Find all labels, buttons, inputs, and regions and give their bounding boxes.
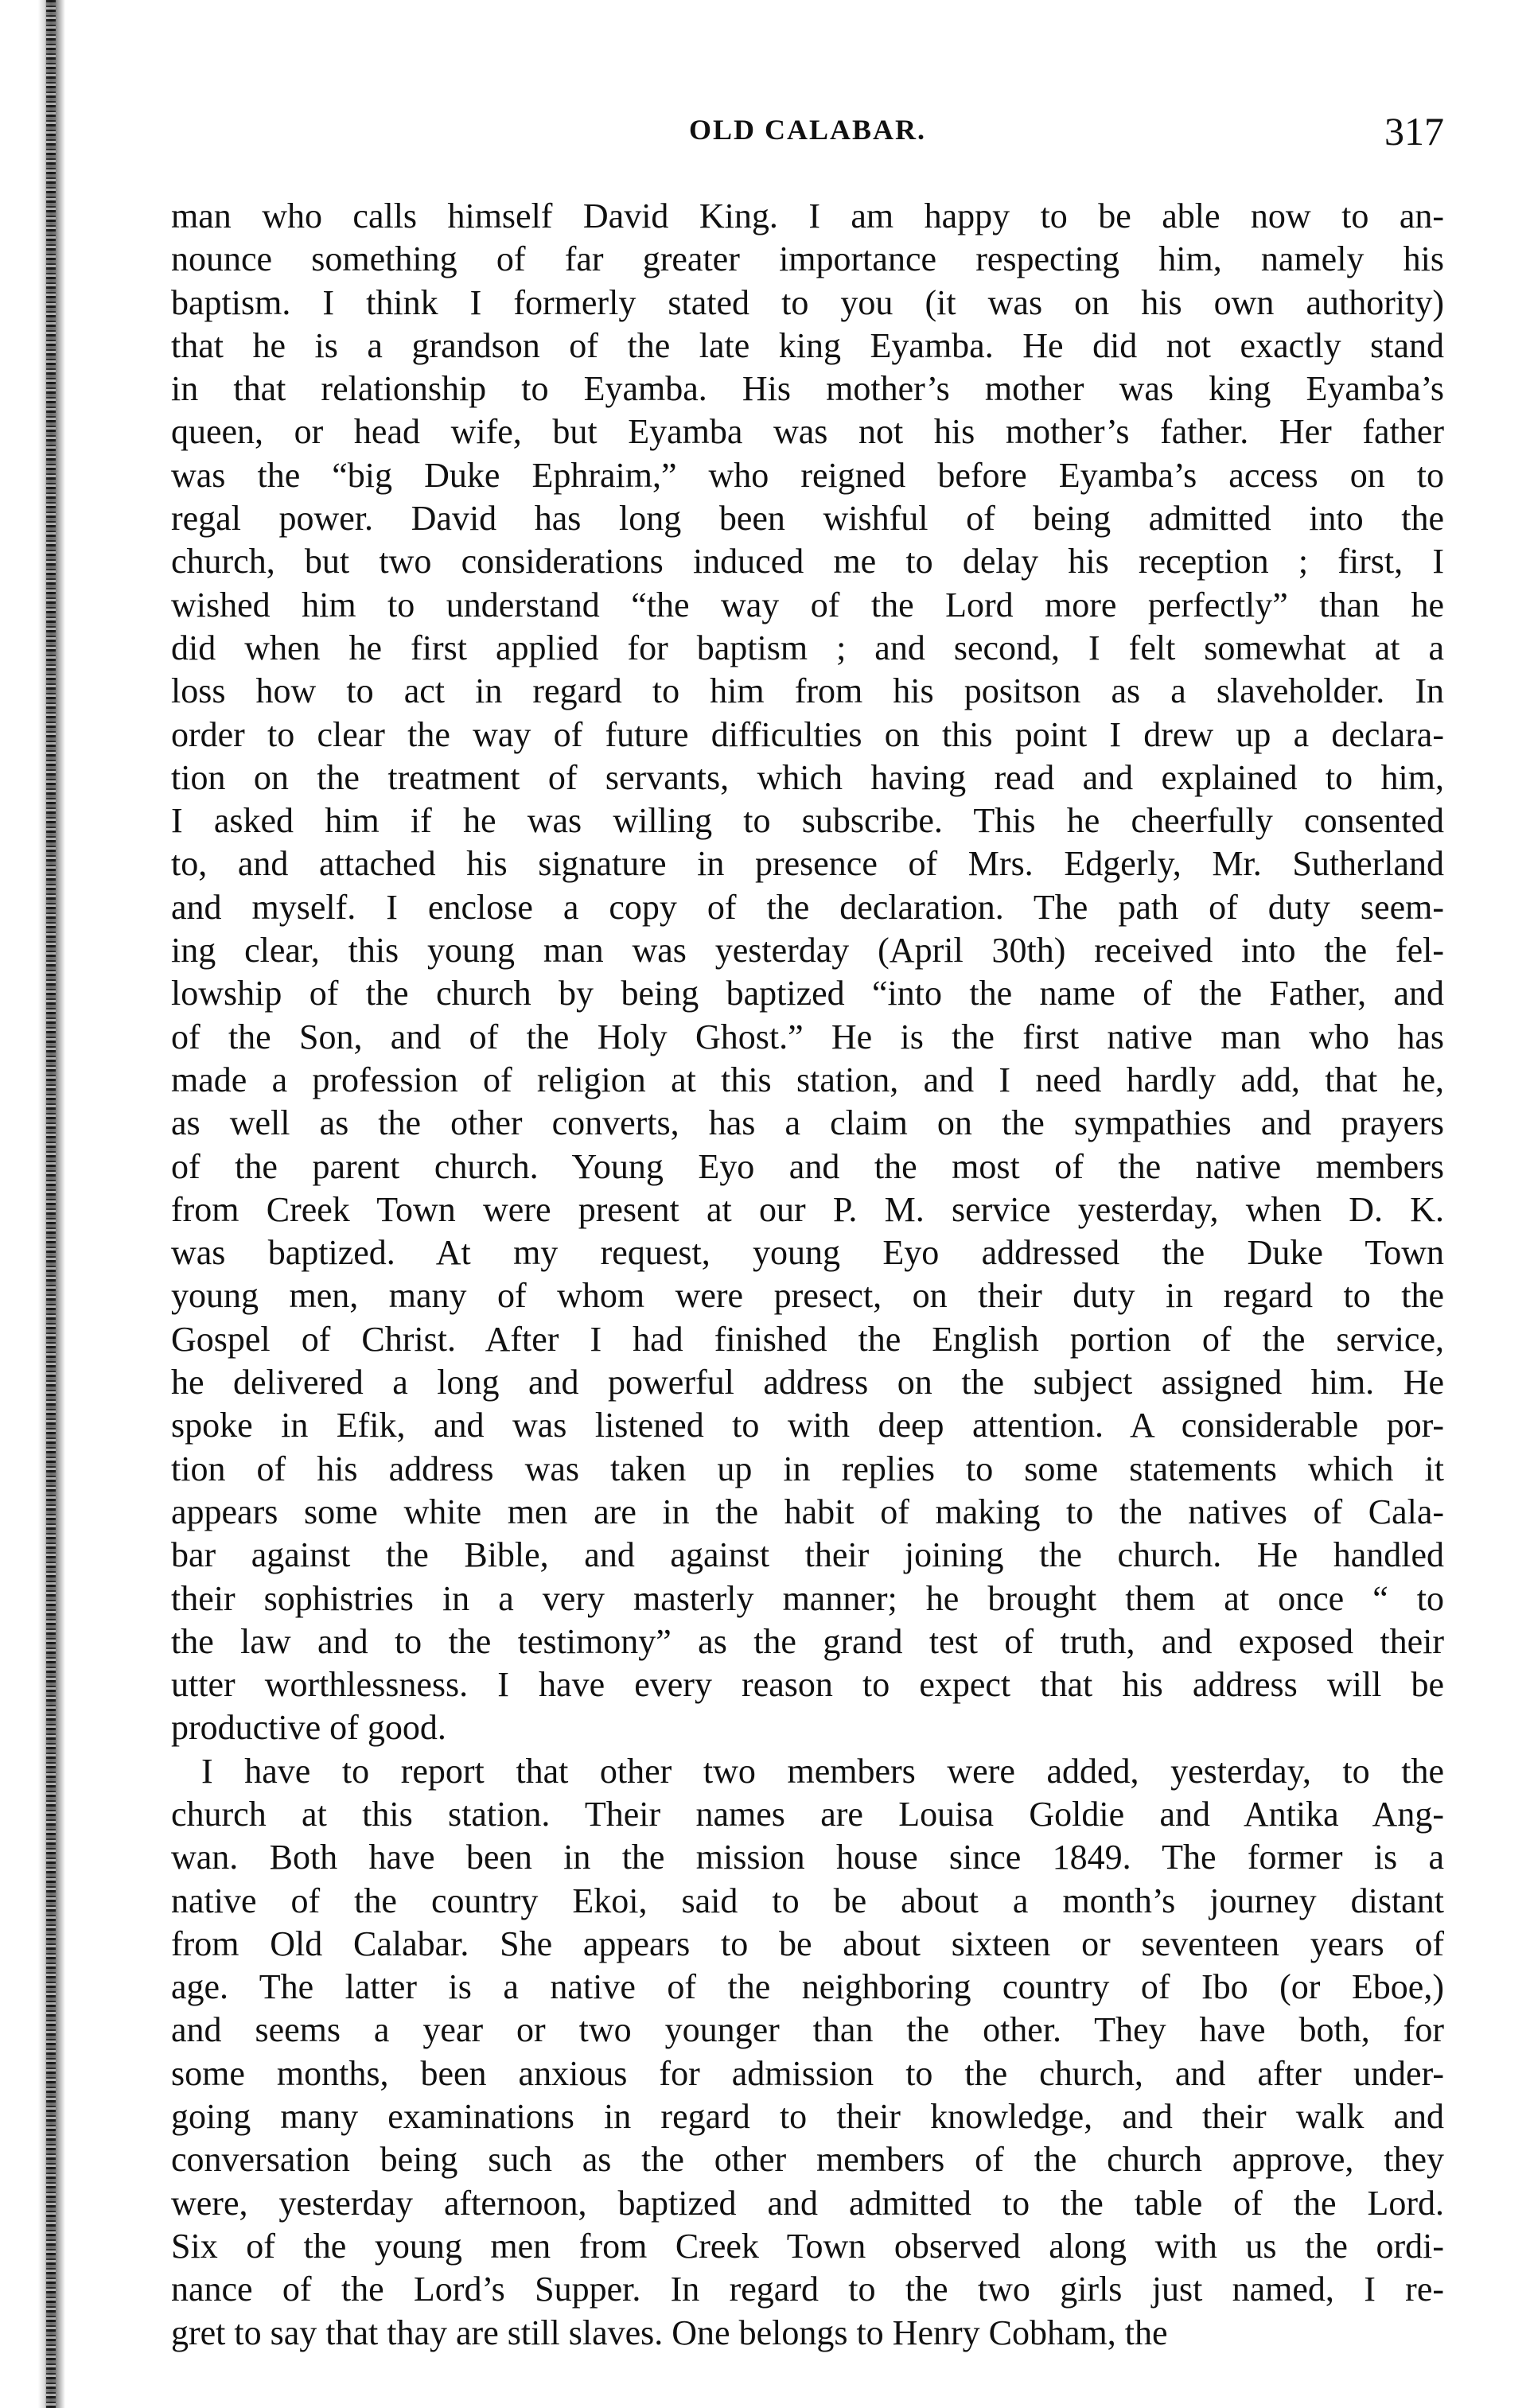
text-line: from Creek Town were present at our P. M. service yesterday, when D. K. — [171, 1189, 1444, 1229]
text-line: wished him to understand “the way of the Lord more perfectly” than he — [171, 585, 1444, 624]
text-line: and myself. I enclose a copy of the declaration. The path of duty seem- — [171, 887, 1444, 927]
text-line: loss how to act in regard to him from his positson as a slaveholder. In — [171, 671, 1444, 711]
text-line: conversation being such as the other members of the church approve, they — [171, 2140, 1444, 2180]
body-text — [171, 195, 1444, 2355]
text-line: made a profession of religion at this station, and I need hardly add, that he, — [171, 1060, 1444, 1099]
text-line: to, and attached his signature in presence of Mrs. Edgerly, Mr. Sutherland — [171, 844, 1444, 884]
page-header — [171, 109, 1444, 169]
text-line: were, yesterday afternoon, baptized and admitted to the table of the Lord. — [171, 2183, 1444, 2223]
text-line: was baptized. At my request, young Eyo addressed the Duke Town — [171, 1233, 1444, 1273]
text-line: and seems a year or two younger than the other. They have both, for — [171, 2010, 1444, 2050]
text-line: nounce something of far greater importance respecting him, namely his — [171, 239, 1444, 279]
text-line: some months, been anxious for admission to the church, and after under- — [171, 2053, 1444, 2093]
text-line: order to clear the way of future difficulties on this point I drew up a declara- — [171, 714, 1444, 754]
text-line: productive of good. — [171, 1708, 446, 1748]
text-line: gret to say that thay are still slaves. One belongs to Henry Cobham, the — [171, 2313, 1168, 2352]
scan-edge-mark — [46, 0, 56, 2408]
text-line: Six of the young men from Creek Town observed along with us the ordi- — [171, 2226, 1444, 2266]
text-line: in that relationship to Eyamba. His mother’s mother was king Eyamba’s — [171, 369, 1444, 409]
text-line: I asked him if he was willing to subscribe. This he cheerfully consented — [171, 801, 1444, 841]
text-line: regal power. David has long been wishful of being admitted into the — [171, 499, 1444, 539]
text-line: lowship of the church by being baptized “into the name of the Father, and — [171, 974, 1444, 1013]
binding-gutter — [0, 0, 65, 2408]
text-line: that he is a grandson of the late king Eyamba. He did not exactly stand — [171, 325, 1444, 365]
text-line: tion on the treatment of servants, which having read and explained to him, — [171, 757, 1444, 797]
text-line: their sophistries in a very masterly manner; he brought them at once “ to — [171, 1578, 1444, 1618]
text-line: of the parent church. Young Eyo and the most of the native members — [171, 1146, 1444, 1186]
text-line: Gospel of Christ. After I had finished the English portion of the service, — [171, 1319, 1444, 1359]
text-line: man who calls himself David King. I am happy to be able now to an- — [171, 196, 1444, 235]
text-line: he delivered a long and powerful address on the subject assigned him. He — [171, 1363, 1444, 1402]
text-line: did when he first applied for baptism ; and second, I felt somewhat at a — [171, 628, 1444, 667]
text-line: nance of the Lord’s Supper. In regard to the two girls just named, I re- — [171, 2270, 1444, 2309]
paragraph — [171, 1750, 1444, 2355]
text-line: from Old Calabar. She appears to be about sixteen or seventeen years of — [171, 1924, 1444, 1963]
text-line: was the “big Duke Ephraim,” who reigned before Eyamba’s access on to — [171, 455, 1444, 495]
text-line: queen, or head wife, but Eyamba was not his mother’s father. Her father — [171, 412, 1444, 452]
page-number: 317 — [1384, 109, 1444, 154]
text-line: church at this station. Their names are Louisa Goldie and Antika Ang- — [171, 1794, 1444, 1834]
text-line: young men, many of whom were presect, on their duty in regard to the — [171, 1276, 1444, 1316]
text-line: church, but two considerations induced me to delay his reception ; first, I — [171, 542, 1444, 582]
running-head: OLD CALABAR. — [688, 114, 927, 146]
text-line: baptism. I think I formerly stated to you (it was on his own authority) — [171, 282, 1444, 322]
text-line: ing clear, this young man was yesterday (April 30th) received into the fel- — [171, 931, 1444, 971]
text-line: I have to report that other two members were added, yesterday, to the — [201, 1751, 1444, 1791]
text-line: age. The latter is a native of the neighboring country of Ibo (or Eboe,) — [171, 1967, 1444, 2007]
text-line: the law and to the testimony” as the grand test of truth, and exposed their — [171, 1621, 1444, 1661]
text-line: bar against the Bible, and against their joining the church. He handled — [171, 1535, 1444, 1575]
text-line: tion of his address was taken up in replies to some statements which it — [171, 1449, 1444, 1488]
text-line: going many examinations in regard to their knowledge, and their walk and — [171, 2097, 1444, 2137]
text-line: appears some white men are in the habit of making to the natives of Cala- — [171, 1492, 1444, 1531]
text-line: utter worthlessness. I have every reason to expect that his address will be — [171, 1665, 1444, 1705]
text-line: spoke in Efik, and was listened to with deep attention. A considerable por- — [171, 1406, 1444, 1445]
text-line: of the Son, and of the Holy Ghost.” He is the first native man who has — [171, 1017, 1444, 1056]
paragraph — [171, 195, 1444, 1750]
text-line: wan. Both have been in the mission house since 1849. The former is a — [171, 1838, 1444, 1877]
text-line: as well as the other converts, has a claim on the sympathies and prayers — [171, 1103, 1444, 1143]
text-line: native of the country Ekoi, said to be about a month’s journey distant — [171, 1881, 1444, 1920]
